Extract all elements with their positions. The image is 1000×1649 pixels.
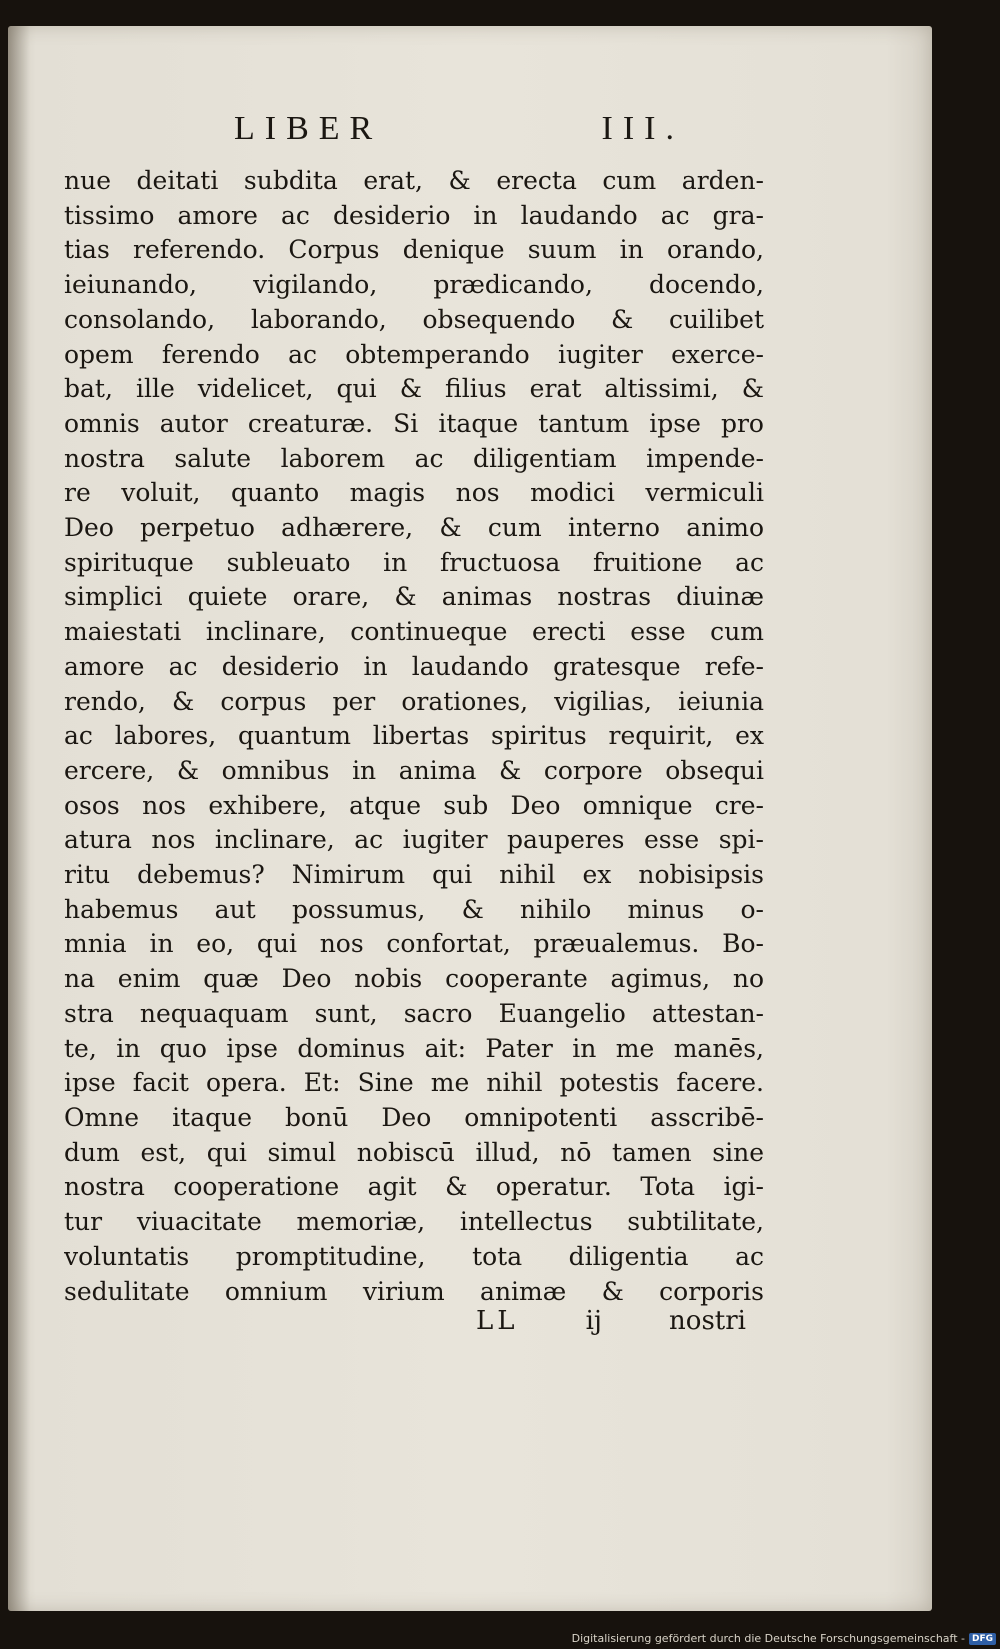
text-line: nue deitati subdita erat, & erecta cum arden-: [64, 166, 764, 195]
signature-mark: LL: [476, 1306, 519, 1336]
text-line: sedulitate omnium virium animæ & corporis: [64, 1276, 764, 1306]
signature-number: ij: [585, 1306, 602, 1336]
dfg-logo-badge: DFG: [969, 1633, 996, 1645]
text-line: Omne itaque bonū Deo omnipotenti asscribē-: [64, 1102, 764, 1132]
text-line: ac labores, quantum libertas spiritus requirit, ex: [64, 721, 764, 751]
text-line: amore ac desiderio in laudando gratesque refe-: [64, 651, 764, 681]
text-line: consolando, laborando, obsequendo & cuilibet: [64, 304, 764, 334]
book-number: III.: [601, 110, 684, 147]
running-title: LIBER: [234, 110, 383, 147]
text-line: dum est, qui simul nobiscū illud, nō tamen sine: [64, 1137, 764, 1167]
text-line: maiestati inclinare, continueque erecti esse cum: [64, 617, 764, 647]
text-line: bat, ille videlicet, qui & filius erat altissimi, &: [64, 374, 764, 404]
footer-line: [476, 1306, 746, 1336]
credit-text: Digitalisierung gefördert durch die Deutsche Forschungsgemeinschaft -: [571, 1632, 965, 1645]
catchword: nostri: [669, 1306, 746, 1336]
text-line: osos nos exhibere, atque sub Deo omnique cre-: [64, 790, 764, 820]
text-line: na enim quæ Deo nobis cooperante agimus, no: [64, 964, 764, 994]
text-line: ritu debemus? Nimirum qui nihil ex nobisipsis: [64, 860, 764, 890]
text-line: nostra salute laborem ac diligentiam impende-: [64, 443, 764, 473]
text-line: re voluit, quanto magis nos modici vermiculi: [64, 478, 764, 508]
running-head: [234, 110, 684, 148]
text-line: tissimo amore ac desiderio in laudando ac gra-: [64, 200, 764, 230]
body-text: [64, 164, 764, 1309]
gutter-shadow: [8, 26, 30, 1611]
text-line: ercere, & omnibus in anima & corpore obsequi: [64, 755, 764, 785]
text-line: nostra cooperatione agit & operatur. Tota igi-: [64, 1172, 764, 1202]
text-line: omnis autor creaturæ. Si itaque tantum ipse pro: [64, 408, 764, 438]
text-line: stra nequaquam sunt, sacro Euangelio attestan-: [64, 998, 764, 1028]
text-line: spirituque subleuato in fructuosa fruitione ac: [64, 547, 764, 577]
text-line: atura nos inclinare, ac iugiter pauperes esse spi-: [64, 825, 764, 855]
text-line: simplici quiete orare, & animas nostras diuinæ: [64, 582, 764, 612]
text-line: tias referendo. Corpus denique suum in orando,: [64, 235, 764, 265]
text-line: voluntatis promptitudine, tota diligentia ac: [64, 1241, 764, 1271]
digitization-credit: [572, 1632, 996, 1645]
text-line: te, in quo ipse dominus ait: Pater in me manēs,: [64, 1033, 764, 1063]
text-line: ipse facit opera. Et: Sine me nihil potestis facere.: [64, 1068, 764, 1098]
text-line: mnia in eo, qui nos confortat, præualemus. Bo-: [64, 929, 764, 959]
text-line: Deo perpetuo adhærere, & cum interno animo: [64, 513, 764, 543]
text-line: opem ferendo ac obtemperando iugiter exerce-: [64, 339, 764, 369]
text-line: rendo, & corpus per orationes, vigilias, ieiunia: [64, 686, 764, 716]
text-line: ieiunando, vigilando, prædicando, docendo,: [64, 270, 764, 300]
text-line: habemus aut possumus, & nihilo minus o-: [64, 894, 764, 924]
text-line: tur viuacitate memoriæ, intellectus subtilitate,: [64, 1207, 764, 1237]
